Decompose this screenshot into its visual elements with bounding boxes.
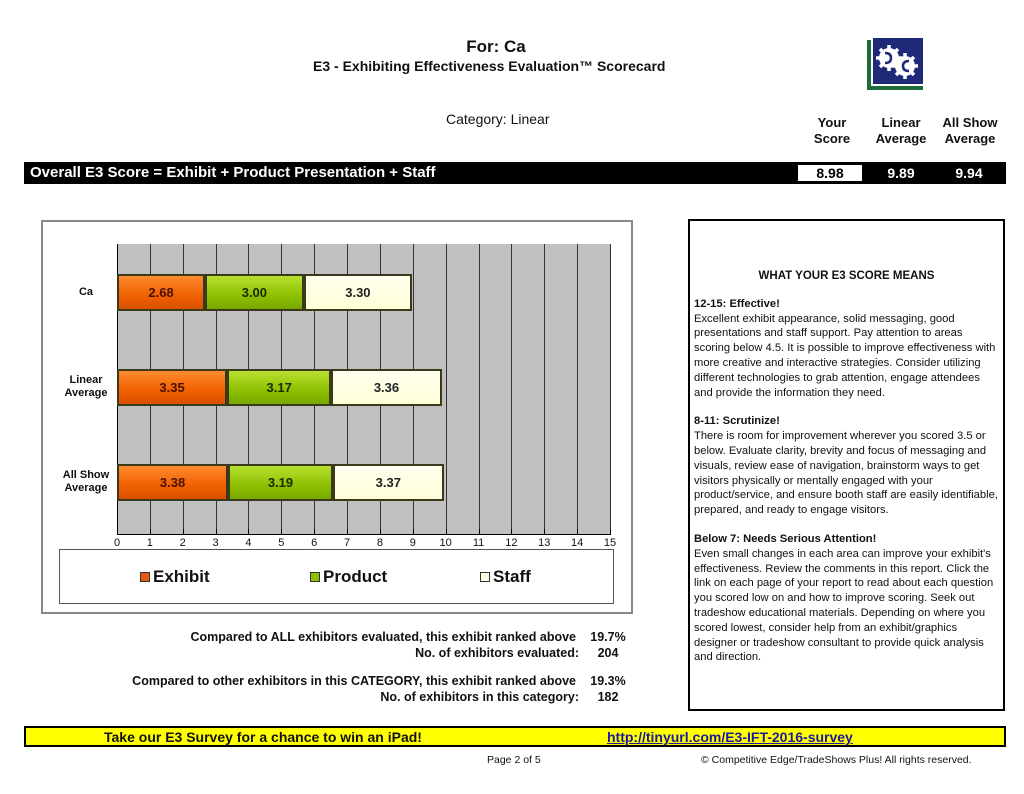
section-heading: 12-15: Effective! [694, 297, 780, 310]
survey-text: Take our E3 Survey for a chance to win an iPad! [104, 729, 422, 745]
legend-staff-label: Staff [493, 567, 531, 586]
x-tick-mark [347, 529, 348, 535]
bar-exhibit: 3.38 [117, 464, 228, 501]
linear-average-header: Linear Average [875, 115, 927, 146]
x-tick-label: 12 [505, 537, 518, 549]
section-heading: 8-11: Scrutinize! [694, 415, 780, 428]
x-tick-label: 0 [113, 537, 121, 549]
score-meaning-panel [688, 219, 1005, 711]
ranking-all-count-label: No. of exhibitors evaluated: [415, 646, 579, 660]
x-tick-mark [446, 529, 447, 535]
all-show-average-header: All Show Average [942, 115, 998, 146]
bar-product: 3.17 [227, 369, 331, 406]
rankings [0, 630, 640, 704]
grid-line [479, 244, 480, 534]
x-tick-label: 3 [212, 537, 219, 549]
ranking-all-row [0, 630, 640, 644]
exhibit-swatch-icon [140, 572, 150, 582]
x-tick-label: 8 [376, 537, 383, 549]
report-for-label: For: Ca [466, 37, 526, 56]
survey-link[interactable]: http://tinyurl.com/E3-IFT-2016-survey [607, 729, 853, 745]
x-tick-label: 2 [179, 537, 186, 549]
x-tick-label: 1 [146, 537, 153, 549]
section-body: Even small changes in each area can improve your exhibit's effectiveness. Review the comments in this report. Click the link on each page of your report to read about each question you scored low on and how to improve scoring. Seek out tradeshow educational materials. Depending on where you scored lowest, consider help from an exhibit/graphics designer or tradeshow consultant to provide quick analysis and direction. [694, 547, 994, 664]
your-score-header: Your Score [813, 115, 851, 146]
ranking-category-label: Compared to other exhibitors in this CATEGORY, this exhibit ranked above [132, 674, 576, 688]
page-number: Page 2 of 5 [487, 754, 541, 766]
bar-exhibit: 3.35 [117, 369, 227, 406]
x-tick-mark [544, 529, 545, 535]
score-section-scrutinize [694, 414, 999, 518]
chart-legend [59, 549, 614, 604]
ranking-category-count: 182 [597, 690, 619, 704]
x-tick-mark [216, 529, 217, 535]
score-section-attention [694, 532, 999, 665]
score-meaning-title: WHAT YOUR E3 SCORE MEANS [758, 270, 935, 282]
bar-staff: 3.36 [331, 369, 441, 406]
row-label-line: All Show [62, 469, 110, 481]
ranking-category-value: 19.3% [590, 674, 626, 688]
x-tick-mark [413, 529, 414, 535]
overall-score-label: Overall E3 Score = Exhibit + Product Presentation + Staff [30, 164, 436, 181]
x-tick-label: 6 [311, 537, 318, 549]
your-score-value: 8.98 [816, 165, 844, 181]
grid-line [610, 244, 611, 534]
x-tick-mark [117, 529, 118, 535]
x-tick-label: 9 [409, 537, 416, 549]
product-swatch-icon [310, 572, 320, 582]
ranking-all-count: 204 [597, 646, 619, 660]
gears-logo-icon [867, 38, 923, 90]
x-tick-mark [380, 529, 381, 535]
row-label [56, 374, 116, 400]
grid-line [446, 244, 447, 534]
legend-product [310, 567, 387, 587]
ranking-category-count-row [0, 690, 640, 704]
linear-average-value: 9.89 [887, 165, 915, 181]
row-label-line: Ca [78, 285, 94, 298]
grid-line [577, 244, 578, 534]
x-tick-mark [281, 529, 282, 535]
ranking-category-count-label: No. of exhibitors in this category: [380, 690, 579, 704]
legend-staff [480, 567, 531, 587]
bar-staff: 3.30 [304, 274, 412, 311]
ranking-all-count-row [0, 646, 640, 660]
bar-staff: 3.37 [333, 464, 444, 501]
x-tick-mark [314, 529, 315, 535]
x-tick-label: 5 [278, 537, 285, 549]
legend-exhibit-label: Exhibit [153, 567, 210, 586]
x-tick-label: 7 [344, 537, 351, 549]
staff-swatch-icon [480, 572, 490, 582]
grid-line [544, 244, 545, 534]
row-label-line: Average [64, 482, 108, 494]
row-label [56, 469, 116, 495]
category-label: Category: Linear [446, 111, 550, 127]
x-tick-mark [150, 529, 151, 535]
legend-exhibit [140, 567, 210, 587]
x-tick-mark [248, 529, 249, 535]
x-tick-mark [577, 529, 578, 535]
x-tick-mark [479, 529, 480, 535]
all-show-average-value: 9.94 [955, 165, 983, 181]
bar-product: 3.19 [228, 464, 333, 501]
section-body: There is room for improvement wherever you scored 3.5 or below. Evaluate clarity, brevity and focus of messaging and visuals, review ease of navigation, brainstorm ways to get visitors physically or mentally engaged with your product/service, and ensure booth staff are easily identifiable, prepared, and ready to engage visitors. [694, 430, 998, 517]
ranking-all-label: Compared to ALL exhibitors evaluated, this exhibit ranked above [190, 630, 576, 644]
x-tick-label: 4 [245, 537, 252, 549]
ranking-all-value: 19.7% [590, 630, 626, 644]
bar-exhibit: 2.68 [117, 274, 205, 311]
x-tick-mark [183, 529, 184, 535]
x-tick-mark [511, 529, 512, 535]
report-title: E3 - Exhibiting Effectiveness Evaluation™ Scorecard [313, 58, 666, 74]
row-label-line: Average [64, 387, 108, 399]
x-tick-label: 13 [538, 537, 551, 549]
row-label [56, 286, 116, 299]
bar-product: 3.00 [205, 274, 304, 311]
copyright: © Competitive Edge/TradeShows Plus! All rights reserved. [701, 754, 972, 766]
x-tick-mark [610, 529, 611, 535]
section-heading: Below 7: Needs Serious Attention! [694, 532, 877, 545]
grid-line [511, 244, 512, 534]
x-tick-label: 11 [472, 537, 485, 549]
score-section-effective [694, 297, 999, 401]
legend-product-label: Product [323, 567, 388, 586]
x-tick-label: 15 [603, 537, 617, 549]
x-tick-label: 10 [439, 537, 452, 549]
row-label-line: Linear [69, 374, 103, 386]
section-body: Excellent exhibit appearance, solid messaging, good presentations and staff support. Pay attention to areas scoring below 4.5. It is possible to improve effectiveness with more creative and interactive strategies. Consider utilizing different technologies to grab attention, engage attendees and provide the information they need. [694, 312, 996, 399]
ranking-category-row [0, 674, 640, 688]
x-tick-label: 14 [571, 537, 584, 549]
